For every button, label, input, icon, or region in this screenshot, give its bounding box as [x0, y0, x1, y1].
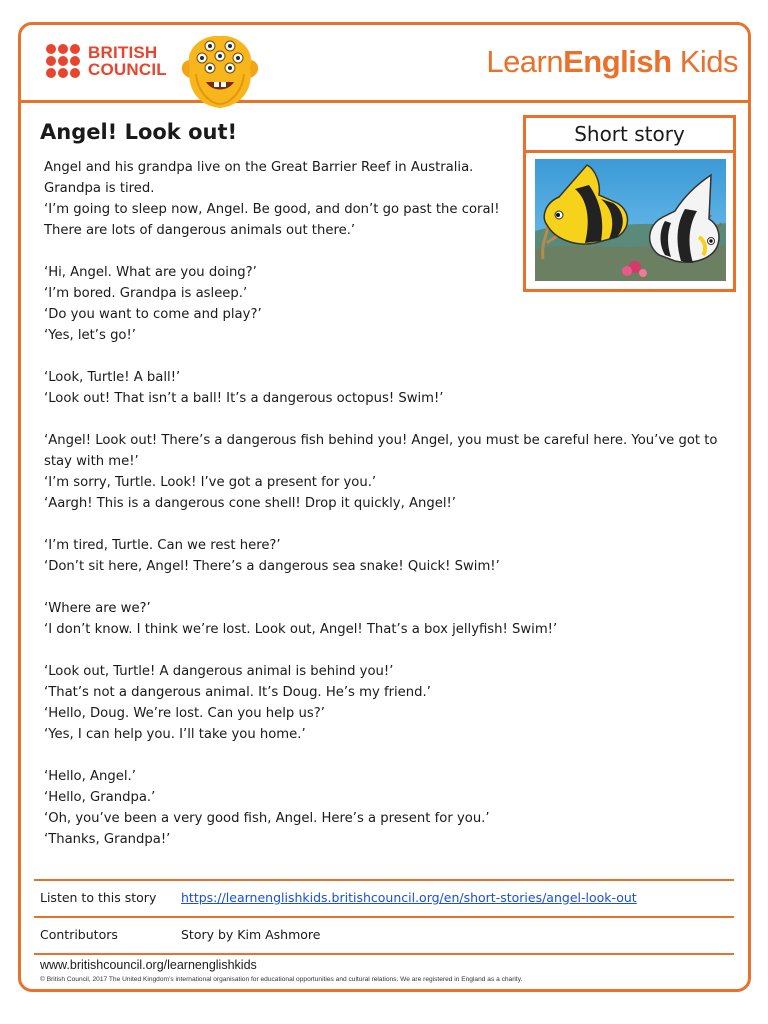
story-paragraph: [44, 661, 724, 745]
story-line: ‘I’m sorry, Turtle. Look! I’ve got a present for you.’: [44, 475, 377, 490]
story-line: ‘Yes, let’s go!’: [44, 328, 136, 343]
british-council-logo: [46, 44, 167, 78]
contributors-value: Story by Kim Ashmore: [181, 927, 321, 942]
story-line: ‘Oh, you’ve been a very good fish, Angel. Here’s a present for you.’: [44, 811, 490, 826]
story-paragraph: [44, 766, 724, 850]
story-line: ‘Where are we?’: [44, 601, 151, 616]
story-paragraph: [44, 535, 724, 577]
story-line: ‘Yes, I can help you. I’ll take you home.’: [44, 727, 306, 742]
story-line: ‘Look out! That isn’t a ball! It’s a dangerous octopus! Swim!’: [44, 391, 444, 406]
story-paragraph: [44, 367, 724, 409]
british-council-dots-icon: [46, 44, 80, 78]
story-line: ‘Do you want to come and play?’: [44, 307, 262, 322]
story-line: ‘Look out, Turtle! A dangerous animal is behind you!’: [44, 664, 394, 679]
lek-learn: Learn: [486, 44, 564, 79]
lek-english: English: [563, 44, 672, 79]
story-audio-link[interactable]: https://learnenglishkids.britishcouncil.org/en/short-stories/angel-look-out: [181, 890, 637, 905]
story-line: ‘Hello, Doug. We’re lost. Can you help us?’: [44, 706, 325, 721]
story-line: ‘That’s not a dangerous animal. It’s Doug. He’s my friend.’: [44, 685, 431, 700]
lek-kids: Kids: [671, 44, 738, 79]
header-divider: [18, 100, 751, 103]
story-line: ‘I’m bored. Grandpa is asleep.’: [44, 286, 248, 301]
story-line: Grandpa is tired.: [44, 181, 155, 196]
monster-mascot-icon: [172, 30, 267, 112]
story-text: [44, 157, 724, 871]
story-line: ‘I’m going to sleep now, Angel. Be good, and don’t go past the coral!: [44, 202, 500, 217]
story-line: ‘Look, Turtle! A ball!’: [44, 370, 181, 385]
story-line: ‘Angel! Look out! There’s a dangerous fish behind you! Angel, you must be careful here. You’ve got to stay with me!’: [44, 433, 718, 469]
short-story-label: Short story: [526, 118, 733, 153]
story-paragraph: [44, 430, 724, 514]
story-paragraph: [44, 262, 724, 346]
story-line: ‘Aargh! This is a dangerous cone shell! Drop it quickly, Angel!’: [44, 496, 456, 511]
bc-logo-line2: COUNCIL: [88, 60, 167, 79]
story-line: ‘I don’t know. I think we’re lost. Look out, Angel! That’s a box jellyfish! Swim!’: [44, 622, 558, 637]
story-line: ‘Don’t sit here, Angel! There’s a dangerous sea snake! Quick! Swim!’: [44, 559, 500, 574]
story-line: There are lots of dangerous animals out there.’: [44, 223, 356, 238]
listen-label: Listen to this story: [40, 890, 157, 905]
learnenglish-kids-logo: [486, 44, 738, 80]
contributors-label: Contributors: [40, 927, 118, 942]
story-line: ‘I’m tired, Turtle. Can we rest here?’: [44, 538, 281, 553]
story-line: ‘Hi, Angel. What are you doing?’: [44, 265, 257, 280]
info-divider-top: [34, 879, 734, 881]
footer-copyright: © British Council, 2017 The United Kingdom’s international organisation for educational opportunities and cultural relations. We are registered in England as a charity.: [40, 976, 523, 983]
story-line: ‘Thanks, Grandpa!’: [44, 832, 171, 847]
story-line: ‘Hello, Grandpa.’: [44, 790, 156, 805]
story-title: Angel! Look out!: [40, 120, 238, 144]
story-line: ‘Hello, Angel.’: [44, 769, 136, 784]
story-line: Angel and his grandpa live on the Great Barrier Reef in Australia.: [44, 160, 474, 175]
bc-logo-line1: BRITISH: [88, 43, 158, 62]
story-paragraph: [44, 598, 724, 640]
info-divider-bottom: [34, 953, 734, 955]
footer-url: www.britishcouncil.org/learnenglishkids: [40, 958, 257, 972]
info-divider-middle: [34, 916, 734, 918]
story-paragraph: [44, 157, 724, 241]
